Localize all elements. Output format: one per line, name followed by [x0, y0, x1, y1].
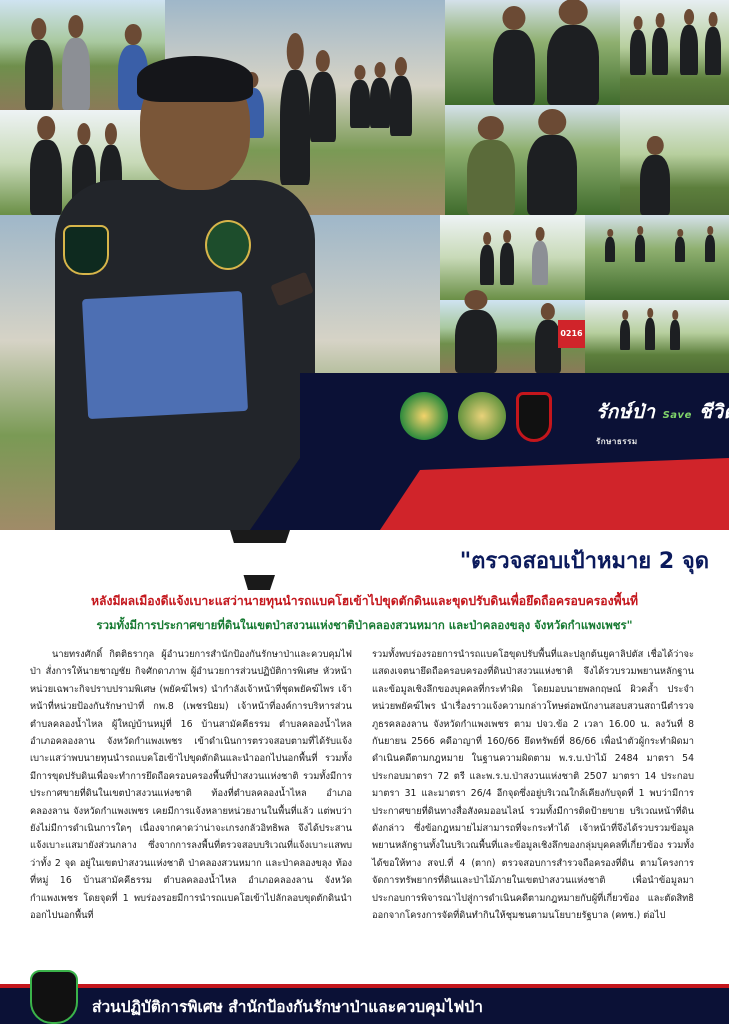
photo-team-in-field	[620, 0, 729, 105]
photo-officers-at-sign	[440, 300, 585, 373]
subheadline-red: หลังมีผลเมืองดีแจ้งเบาะแสว่านายทุนนำรถแบคโฮเข้าไปขุดตักดินและขุดปรับดินเพื่อยึดถือครอบครองพื้นที่	[91, 594, 638, 608]
subheadline-green: รวมทั้งมีการประกาศขายที่ดินในเขตป่าสงวนแห่งชาติป่าคลองสวนหมาก และป่าคลองขลุง จังหวัดกำแพงเพชร"	[96, 618, 633, 632]
royal-forest-seal-logo	[458, 392, 506, 440]
photo-officers-checking-map	[445, 105, 620, 215]
brand-tag-save: Save	[662, 410, 692, 421]
photo-officers-on-road	[440, 215, 585, 300]
special-ops-shield-logo	[516, 392, 552, 442]
footer-bar	[0, 984, 729, 1024]
body-text-left: นายทรงศักดิ์ กิตติธรากุล ผู้อำนวยการสำนักป้องกันรักษาป่าและควบคุมไฟป่า สั่งการให้นายชาญชัย กิจศักดาภาพ ผู้อำนวยการส่วนปฏิบัติการพิเศษ หัวหน้าหน่วยเฉพาะกิจปราบปรามพิเศษ (พยัคฆ์ไพร) นำกำลังเจ้าหน้าที่ชุดพยัคฆ์ไพร เจ้าหน้าที่หน่วยป้องกันรักษาป่าที่ กพ.8 (เพชรนิยม) เจ้าหน้าที่องค์การบริหารส่วนตำบลคลองน้ำไหล ผู้ใหญ่บ้านหมู่ที่ 16 บ้านสามัคคีธรรม ตำบลคลองน้ำไหล อำเภอคลองลาน จังหวัดกำแพงเพชร เข้าดำเนินการตรวจสอบตามที่ได้รับแจ้งเบาะแสว่าพบนายทุนนำรถแบคโฮเข้าไปขุดตักดินและนำออกไปนอกพื้นที่ รวมทั้งมีการขุดปรับดินเพื่อจะทำการยึดถือครอบครองพื้นที่ป่าสงวนแห่งชาติ รวมทั้งมีการประกาศขายที่ดินในเขตป่าสงวนแห่งชาติ ท้องที่ตำบลคลองน้ำไหล อำเภอคลองลาน จังหวัดกำแพงเพชร เคยมีการแจ้งหลายหน่วยงานในพื้นที่แล้ว แต่พบว่ายังไม่มีการดำเนินการใดๆ เนื่องจากคาดว่าน่าจะเกรงกลัวอิทธิพล จึงได้ประสานแจ้งเบาะแสมายังส่วนกลาง ซึ่งจากการลงพื้นที่ตรวจสอบบริเวณที่แจ้งเบาะแสพบว่าทั้ง 2 จุด อยู่ในเขตป่าสงวนแห่งชาติ ป่าคลองสวนหมาก และป่าคลองขลุง ท้องที่หมู่ 16 บ้านสามัคคีธรรม ตำบลคลองน้ำไหล อำเภอคลองลาน จังหวัดกำแพงเพชร โดยจุดที่ 1 พบร่องรอยมีการนำรถแบคโฮเข้าไปลักลอบขุดตักดินนำออกไปนอกพื้นที่	[30, 649, 352, 922]
photo-officer-writing-notes	[620, 105, 729, 215]
brand-small: รักษาธรรม	[596, 437, 638, 446]
footer-text: ส่วนปฏิบัติการพิเศษ สำนักป้องกันรักษาป่าและควบคุมไฟป่า	[92, 998, 483, 1016]
tiger-unit-badge-icon	[30, 970, 78, 1024]
brand-title: รักษ์ป่า	[596, 401, 656, 423]
photo-team-in-grassland	[585, 215, 729, 300]
rak-pa-brand	[596, 397, 736, 449]
agency-logos	[400, 392, 560, 444]
headline-block	[0, 543, 729, 575]
photo-team-on-hill	[585, 300, 729, 373]
brand-tag-life: ชีวิต	[698, 401, 736, 423]
department-seal-logo	[400, 392, 448, 440]
land-sale-sign: 0216	[558, 320, 585, 348]
photo-officer-with-phone	[445, 0, 620, 105]
headline: "ตรวจสอบเป้าหมาย 2 จุด	[459, 549, 709, 574]
body-column-right	[372, 646, 694, 986]
body-column-left	[30, 646, 352, 986]
body-text-right: รวมทั้งพบร่องรอยการนำรถแบคโฮขุดปรับพื้นที่และปลูกต้นยูคาลิปตัส เชื่อได้ว่าจะแสดงเจตนายึดถือครอบครองที่ดินป่าสงวนแห่งชาติ จึงได้รวบรวมพยานหลักฐานและข้อมูลเชิงลึกของบุคคลที่กระทำผิด โดยมอบนายพลกฤษณ์ ผิวคล้ำ ประจำหน่วยพยัคฆ์ไพร นำเรื่องราวแจ้งความกล่าวโทษต่อพนักงานสอบสวนสถานีตำรวจภูธรคลองลาน จังหวัดกำแพงเพชร ตาม ปจว.ข้อ 2 เวลา 16.00 น. ลงวันที่ 8 กันยายน 2566 คดีอาญาที่ 160/66 ยึดทรัพย์ที่ 86/66 เพื่อนำตัวผู้กระทำผิดมาดำเนินคดีตามกฎหมาย ในฐานความผิดตาม พ.ร.บ.ป่าไม้ 2484 มาตรา 54 ประกอบมาตรา 72 ตรี และพ.ร.บ.ป่าสงวนแห่งชาติ 2507 มาตรา 14 ประกอบมาตรา 31 และมาตรา 26/4 อีกจุดซึ่งอยู่บริเวณใกล้เคียงกับจุดที่ 1 พบว่ามีการประกาศขายที่ดินทางสื่อสังคมออนไลน์ รวมทั้งมีการติดป้ายขาย บริเวณหน้าที่ดินดังกล่าว ซึ่งข้อกฎหมายไม่สามารถที่จะกระทำได้ เจ้าหน้าที่จึงได้รวบรวมข้อมูลพยานหลักฐานทั้งในบริเวณพื้นที่และข้อมูลเชิงลึกของกลุ่มบุคคลที่เกี่ยวข้อง รวมทั้งได้ขอให้ทาง สจป.ที่ 4 (ตาก) ตรวจสอบการสำรวจถือครองที่ดิน ตามโครงการจัดการทรัพยากรที่ดินและป่าไม้ภายในเขตป่าสงวนแห่งชาติ เพื่อนำข้อมูลมาประกอบการพิจารณาไปสู่การดำเนินคดีตามกฎหมายกับผู้ที่เกี่ยวข้อง และตัดสิทธิออกจากโครงการจัดที่ดินทำกินให้ชุมชนตามนโยบายรัฐบาล (คทช.) ต่อไป	[372, 649, 694, 922]
